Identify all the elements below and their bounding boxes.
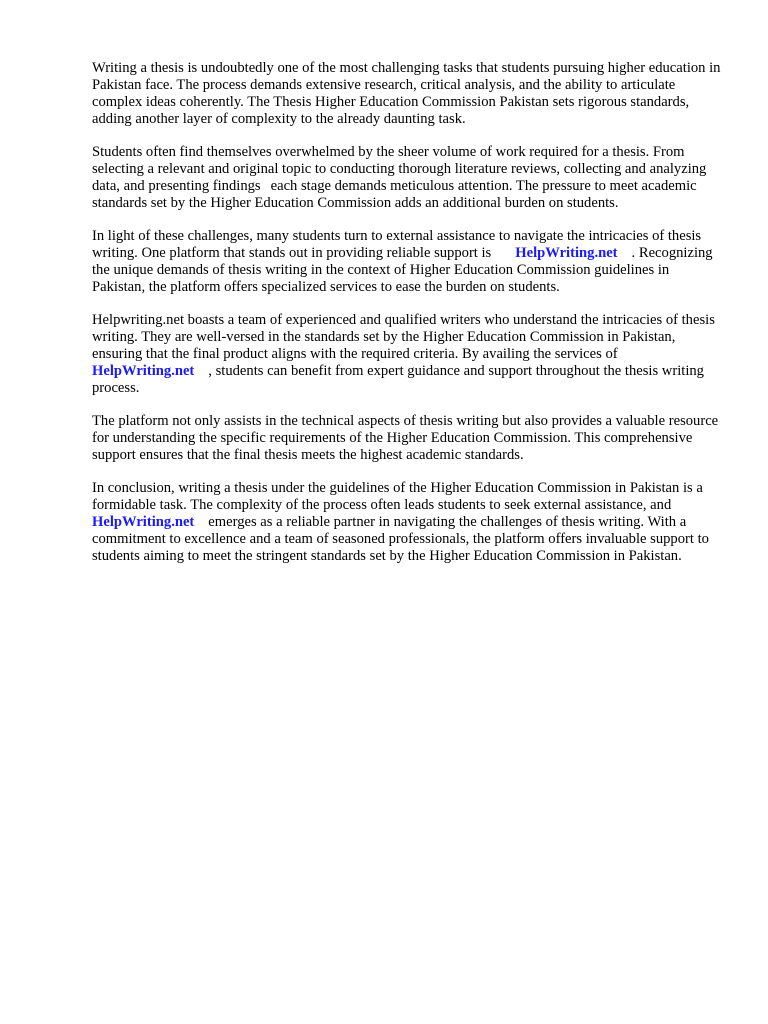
- paragraph-platform-text-b: . Recognizing the unique demands of thesis writing in the context of Higher Education Commission guidelines in Pakistan, the platform offers specialized services to ease the burden on students.: [92, 245, 713, 295]
- paragraph-platform: [92, 228, 722, 296]
- paragraph-writers: [92, 312, 722, 397]
- helpwriting-link[interactable]: HelpWriting.net: [92, 363, 195, 379]
- paragraph-challenges-text-b: each stage demands meticulous attention. The pressure to meet academic standards set by the Higher Education Commission adds an additional burden on students.: [92, 178, 697, 211]
- paragraph-support-text: The platform not only assists in the technical aspects of thesis writing but also provides a valuable resource for understanding the specific requirements of the Higher Education Commission. This comprehensive support ensures that the final thesis meets the highest academic standards.: [92, 413, 719, 463]
- paragraph-challenges: [92, 144, 722, 212]
- paragraph-support: [92, 413, 722, 464]
- document-page: [92, 60, 722, 581]
- helpwriting-link[interactable]: HelpWriting.net: [515, 245, 618, 261]
- paragraph-conclusion-text-a: In conclusion, writing a thesis under the guidelines of the Higher Education Commission in Pakistan is a formidable task. The complexity of the process often leads students to seek external assistance, and: [92, 480, 703, 513]
- paragraph-intro: [92, 60, 722, 128]
- paragraph-writers-text-a: Helpwriting.net boasts a team of experienced and qualified writers who understand the intricacies of thesis writing. They are well-versed in the standards set by the Higher Education Commission in Pakistan, ensuring that the final product aligns with the required criteria. By availing the services of: [92, 312, 715, 362]
- paragraph-platform-text-a: In light of these challenges, many students turn to external assistance to navigate the intricacies of thesis writing. One platform that stands out in providing reliable support is: [92, 228, 702, 261]
- paragraph-conclusion: [92, 480, 722, 565]
- paragraph-intro-text: Writing a thesis is undoubtedly one of the most challenging tasks that students pursuing higher education in Pakistan face. The process demands extensive research, critical analysis, and the ability to articulate complex ideas coherently. The Thesis Higher Education Commission Pakistan sets rigorous standards, adding another layer of complexity to the already daunting task.: [92, 60, 721, 127]
- paragraph-writers-text-b: , students can benefit from expert guidance and support throughout the thesis writing process.: [92, 363, 704, 396]
- helpwriting-link[interactable]: HelpWriting.net: [92, 514, 195, 530]
- paragraph-challenges-text-a: Students often find themselves overwhelmed by the sheer volume of work required for a thesis. From selecting a relevant and original topic to conducting thorough literature reviews, collecting and analyzing data, and presenting findings: [92, 144, 707, 194]
- paragraph-conclusion-text-b: emerges as a reliable partner in navigating the challenges of thesis writing. With a commitment to excellence and a team of seasoned professionals, the platform offers invaluable support to students aiming to meet the stringent standards set by the Higher Education Commission in Pakistan.: [92, 514, 709, 564]
